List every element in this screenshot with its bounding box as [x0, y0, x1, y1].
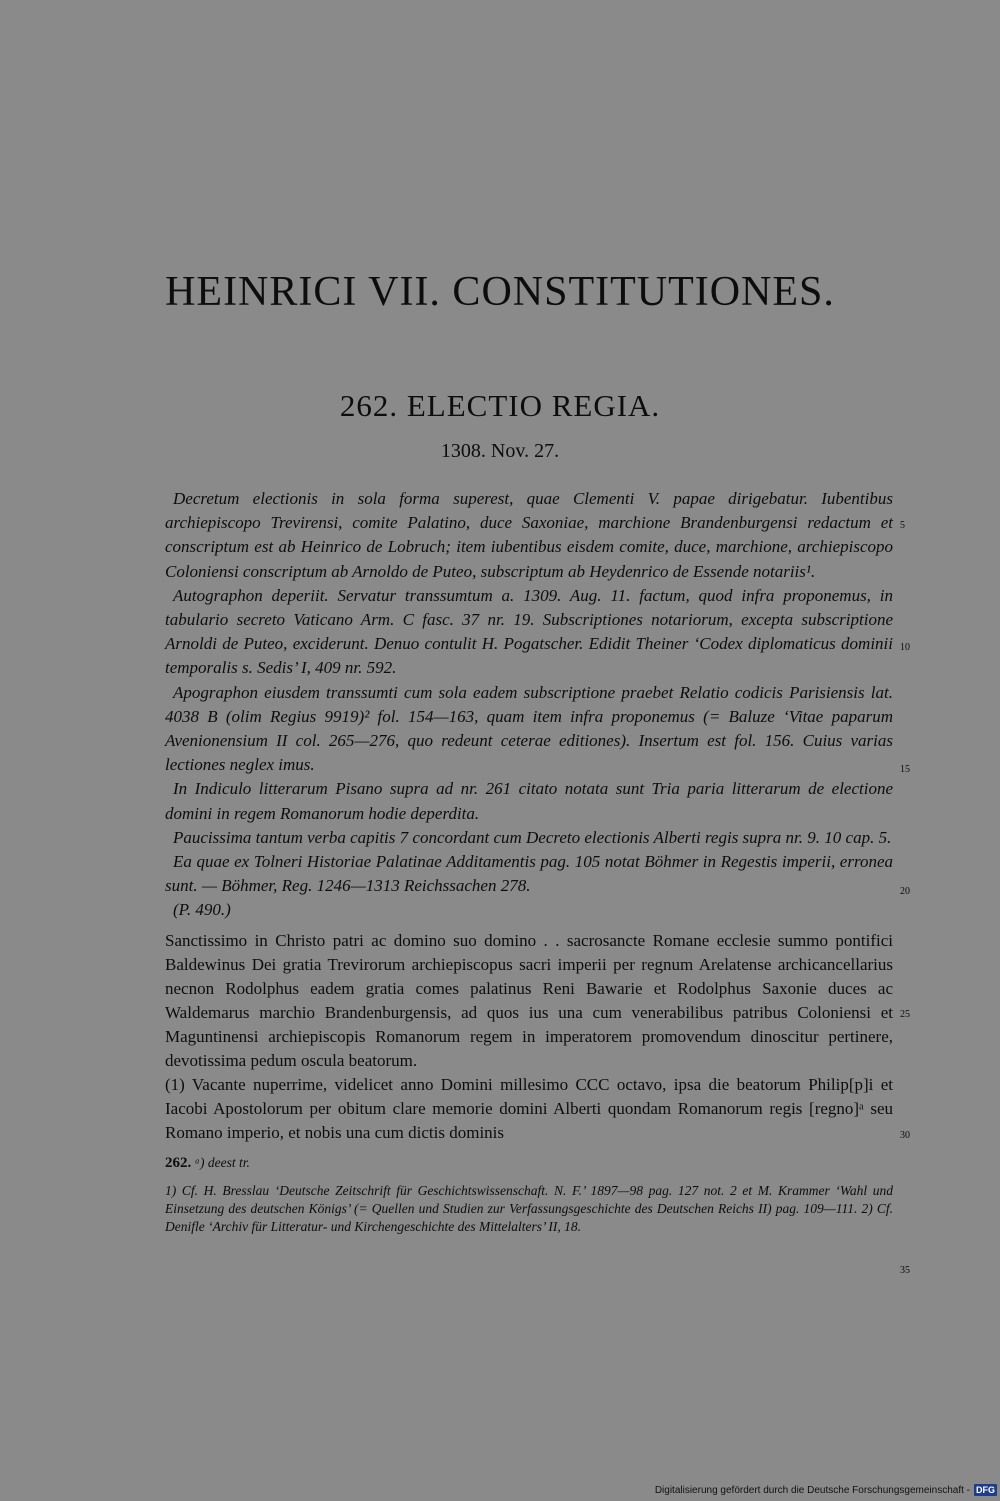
- footnotes: [165, 1155, 893, 1236]
- intro-paragraph: Decretum electionis in sola forma superest, quae Clementi V. papae dirigebatur. Iubentibus archiepiscopo Trevirensi, comite Palatino, duce Saxoniae, marchione Brandenburgensi redactum et conscriptum est ab Heinrico de Lobruch; item iubentibus eisdem comite, duce, marchione, archiepiscopo Coloniensi conscriptum ab Arnoldo de Puteo, subscriptum ab Heydenrico de Essende notariis¹.: [165, 489, 893, 581]
- source-reference: (P. 490.): [173, 900, 231, 920]
- dfg-logo: DFG: [976, 1485, 995, 1495]
- intro-paragraph: Apographon eiusdem transsumti cum sola eadem subscriptione praebet Relatio codicis Parisiensis lat. 4038 B (olim Regius 9919)² fol. 154—163, quam item infra proponemus (= Baluze ‘Vitae paparum Avenionensium II col. 265—276, quo redeunt ceterae editiones). Insertum est fol. 156. Cuius varias lectiones neglex imus.: [165, 682, 893, 775]
- intro-paragraph: In Indiculo litterarum Pisano supra ad nr. 261 citato notata sunt Tria paria litterarum de electione domini in regem Romanorum hodie deperdita.: [165, 779, 893, 823]
- funding-footer: [605, 1479, 1000, 1501]
- text-paragraph: Sanctissimo in Christo patri ac domino suo domino . . sacrosancte Romane ecclesie summo pontifici Baldewinus Dei gratia Trevirorum archiepiscopus sacri imperii per regnum Arelatense archicancellarius necnon Rodolphus eadem gratia comes palatinus Reni Bawarie et Rodolphus Saxonie duces ac Waldemarus marchio Brandenburgensis, ad quos ius una cum venerabilibus patribus Coloniensi et Maguntinensi archiepiscopis Romanorum regem in imperatorem promovendum dinoscitur pertinere, devotissima pedum oscula beatorum.: [165, 930, 893, 1070]
- line-number: 25: [900, 1009, 910, 1020]
- line-number: 5: [900, 520, 905, 531]
- text-paragraph: (1) Vacante nuperrime, videlicet anno Domini millesimo CCC octavo, ipsa die beatorum Philip[p]i et Iacobi Apostolorum per obitum clare memorie domini Alberti quondam Romanorum regis [regno]ᵃ seu Romano imperio, et nobis una cum dictis dominis: [165, 1074, 893, 1142]
- document-text: [165, 929, 893, 1145]
- document-date: 1308. Nov. 27.: [440, 440, 560, 462]
- line-number: 15: [900, 764, 910, 775]
- footnote: 1) Cf. H. Bresslau ‘Deutsche Zeitschrift für Geschichtswissenschaft. N. F.’ 1897—98 pag. 127 not. 2 et M. Krammer ‘Wahl und Einsetzung des deutschen Königs’ (= Quellen und Studien zur Verfassungsgeschichte des Deutschen Reichs II) pag. 109—111. 2) Cf. Denifle ‘Archiv für Litteratur- und Kirchengeschichte des Mittelalters’ II, 18.: [165, 1182, 893, 1234]
- variant-text: ᵃ) deest tr.: [194, 1154, 250, 1170]
- intro-paragraph: Autographon deperiit. Servatur transsumtum a. 1309. Aug. 11. factum, quod infra proponemus, in tabulario secreto Vaticano Arm. C fasc. 37 nr. 19. Subscriptiones notariorum, excepta subscriptione Arnoldi de Puteo, exciderunt. Denuo contulit H. Pogatscher. Edidit Theiner ‘Codex diplomaticus dominii temporalis s. Sedis’ I, 409 nr. 592.: [165, 585, 893, 678]
- page-title: HEINRICI VII. CONSTITUTIONES.: [165, 269, 835, 315]
- line-number: 10: [900, 642, 910, 653]
- intro-paragraph: Paucissima tantum verba capitis 7 concordant cum Decreto electionis Alberti regis supra nr. 9. 10 cap. 5.: [173, 827, 892, 847]
- editorial-introduction: [165, 487, 893, 923]
- variant-label: 262.: [165, 1154, 192, 1171]
- variant-note: [165, 1155, 893, 1172]
- document-heading: 262. ELECTIO REGIA.: [339, 388, 661, 423]
- line-number: 35: [900, 1265, 910, 1276]
- line-number: 30: [900, 1130, 910, 1141]
- intro-paragraph: Ea quae ex Tolneri Historiae Palatinae Additamentis pag. 105 notat Böhmer in Regestis imperii, erronea sunt. — Böhmer, Reg. 1246—1313 Reichssachen 278.: [165, 852, 893, 896]
- footer-text: Digitalisierung gefördert durch die Deutsche Forschungsgemeinschaft -: [654, 1484, 970, 1496]
- document-body: [165, 487, 893, 1236]
- line-number: 20: [900, 886, 910, 897]
